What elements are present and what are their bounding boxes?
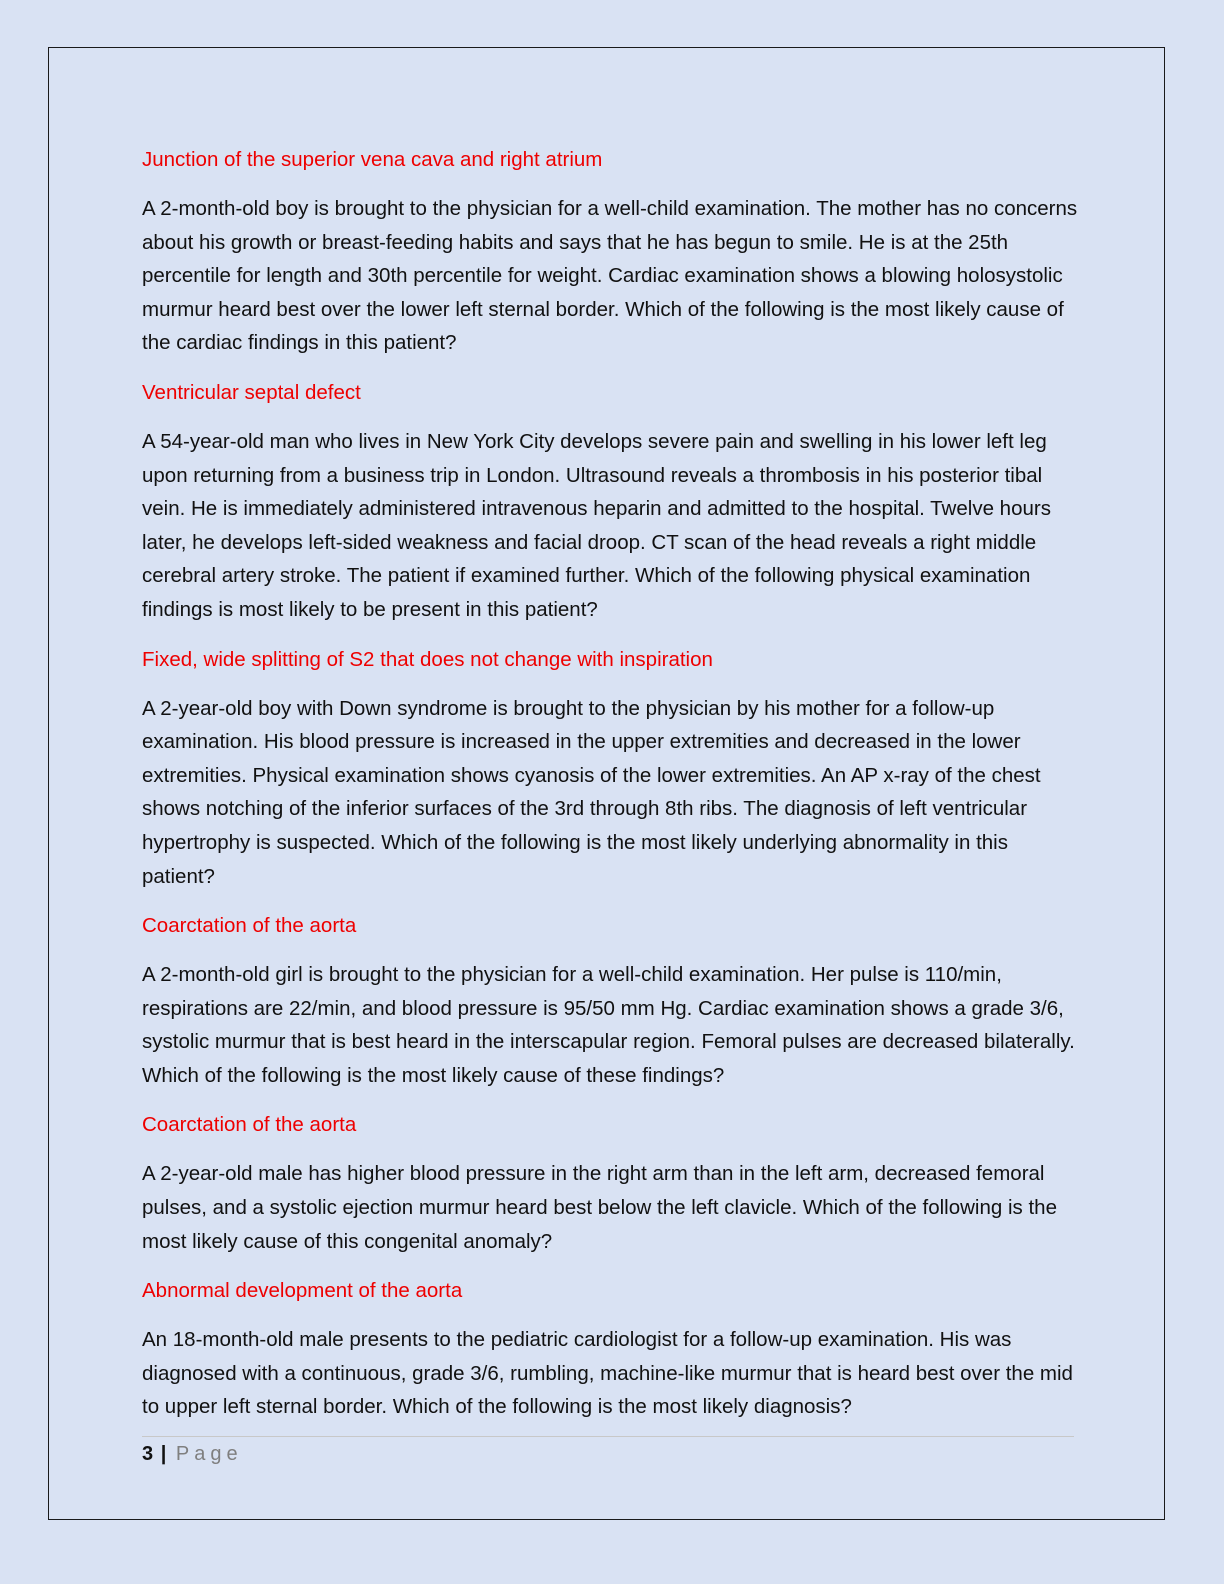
question-text: A 2-year-old boy with Down syndrome is brought to the physician by his mother for a follow-up examination. His blood pressure is increased in the upper extremities and decreased in the lower extremities. Physical examination shows cyanosis of the lower extremities. An AP x-ray of the chest shows notching of the inferior surfaces of the 3rd through 8th ribs. The diagnosis of left ventricular hypertrophy is suspected. Which of the following is the most likely underlying abnormality in this patient? — [142, 696, 1041, 888]
footer-separator: | — [160, 1443, 167, 1465]
answer-text: Abnormal development of the aorta — [142, 1279, 463, 1303]
question-text: A 2-year-old male has higher blood pressure in the right arm than in the left arm, decreased femoral pulses, and a systolic ejection murmur heard best below the left clavicle. Which of the following is the most likely cause of this congenital anomaly? — [142, 1162, 1057, 1253]
document-body — [142, 143, 1082, 1440]
page-footer — [142, 1436, 1074, 1468]
answer-text: Ventricular septal defect — [142, 380, 361, 404]
question-text: A 2-month-old girl is brought to the physician for a well-child examination. Her pulse is 110/min, respirations are 22/min, and blood pressure is 95/50 mm Hg. Cardiac examination shows a grade 3/6, systolic murmur that is best heard in the interscapular region. Femoral pulses are decreased bilaterally. Which of the following is the most likely cause of these findings? — [142, 963, 1075, 1087]
answer-text: Fixed, wide splitting of S2 that does not change with inspiration — [142, 647, 713, 671]
question-text: A 2-month-old boy is brought to the physician for a well-child examination. The mother has no concerns about his growth or breast-feeding habits and says that he has begun to smile. He is at the 25th percentile for length and 30th percentile for weight. Cardiac examination shows a blowing holosystolic murmur heard best over the lower left sternal border. Which of the following is the most likely cause of the cardiac findings in this patient? — [142, 197, 1078, 355]
answer-text: Coarctation of the aorta — [142, 1113, 357, 1137]
page-label: Page — [175, 1443, 243, 1465]
answer-text: Coarctation of the aorta — [142, 914, 357, 938]
page-number: 3 — [142, 1443, 154, 1465]
answer-text: Junction of the superior vena cava and right atrium — [142, 148, 603, 171]
question-text: A 54-year-old man who lives in New York City develops severe pain and swelling in his lower left leg upon returning from a business trip in London. Ultrasound reveals a thrombosis in his posterior tibal vein. He is immediately administered intravenous heparin and admitted to the hospital. Twelve hours later, he develops left-sided weakness and facial droop. CT scan of the head reveals a right middle cerebral artery stroke. The patient if examined further. Which of the following physical examination findings is most likely to be present in this patient? — [142, 429, 1051, 621]
question-text: An 18-month-old male presents to the pediatric cardiologist for a follow-up examination. His was diagnosed with a continuous, grade 3/6, rumbling, machine-like murmur that is heard best over the mid to upper left sternal border. Which of the following is the most likely diagnosis? — [142, 1328, 1073, 1419]
